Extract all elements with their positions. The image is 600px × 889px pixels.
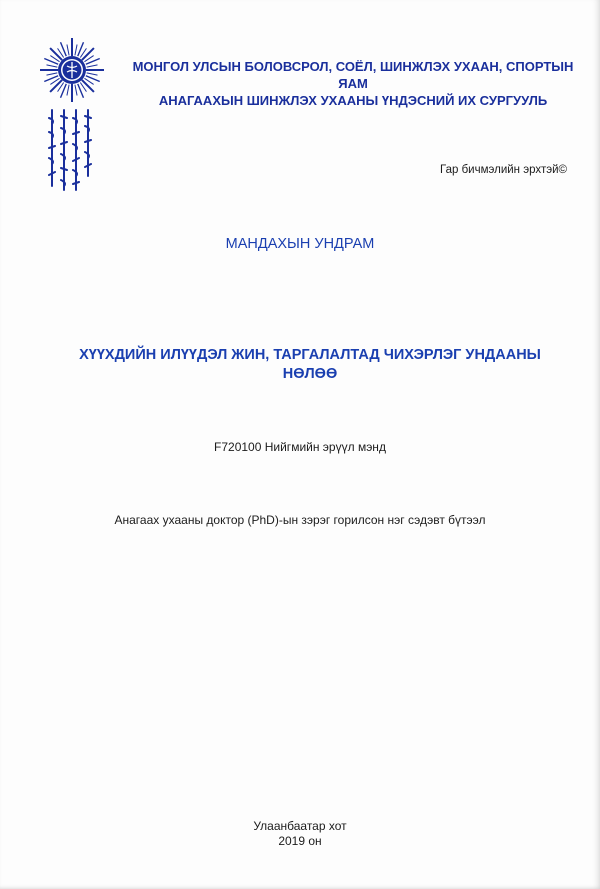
author-name: МАНДАХЫН УНДРАМ — [225, 236, 375, 252]
mongolian-script-university-name — [44, 106, 108, 196]
institution-header — [118, 58, 588, 109]
ministry-name: МОНГОЛ УЛСЫН БОЛОВСРОЛ, СОЁЛ, ШИНЖЛЭХ УХААН, СПОРТЫН ЯАМ — [132, 59, 574, 91]
place-and-year — [0, 819, 600, 849]
degree-statement: Анагаах ухааны доктор (PhD)-ын зэрэг горилсон нэг сэдэвт бүтээл — [114, 513, 486, 527]
thesis-title-line-1: ХҮҮХДИЙН ИЛҮҮДЭЛ ЖИН, ТАРГАЛАЛТАД ЧИХЭРЛЭГ УНДААНЫ — [79, 347, 541, 363]
thesis-title — [70, 346, 550, 384]
university-emblem-icon — [40, 38, 104, 102]
copyright-note: Гар бичмэлийн эрхтэй© — [440, 164, 567, 176]
university-name: АНАГААХЫН ШИНЖЛЭХ УХААНЫ ҮНДЭСНИЙ ИХ СУРГУУЛЬ — [158, 93, 548, 108]
city: Улаанбаатар хот — [253, 819, 347, 833]
specialty-code: F720100 Нийгмийн эрүүл мэнд — [214, 440, 386, 454]
thesis-title-line-2: НӨЛӨӨ — [282, 366, 338, 382]
year: 2019 он — [278, 834, 322, 848]
